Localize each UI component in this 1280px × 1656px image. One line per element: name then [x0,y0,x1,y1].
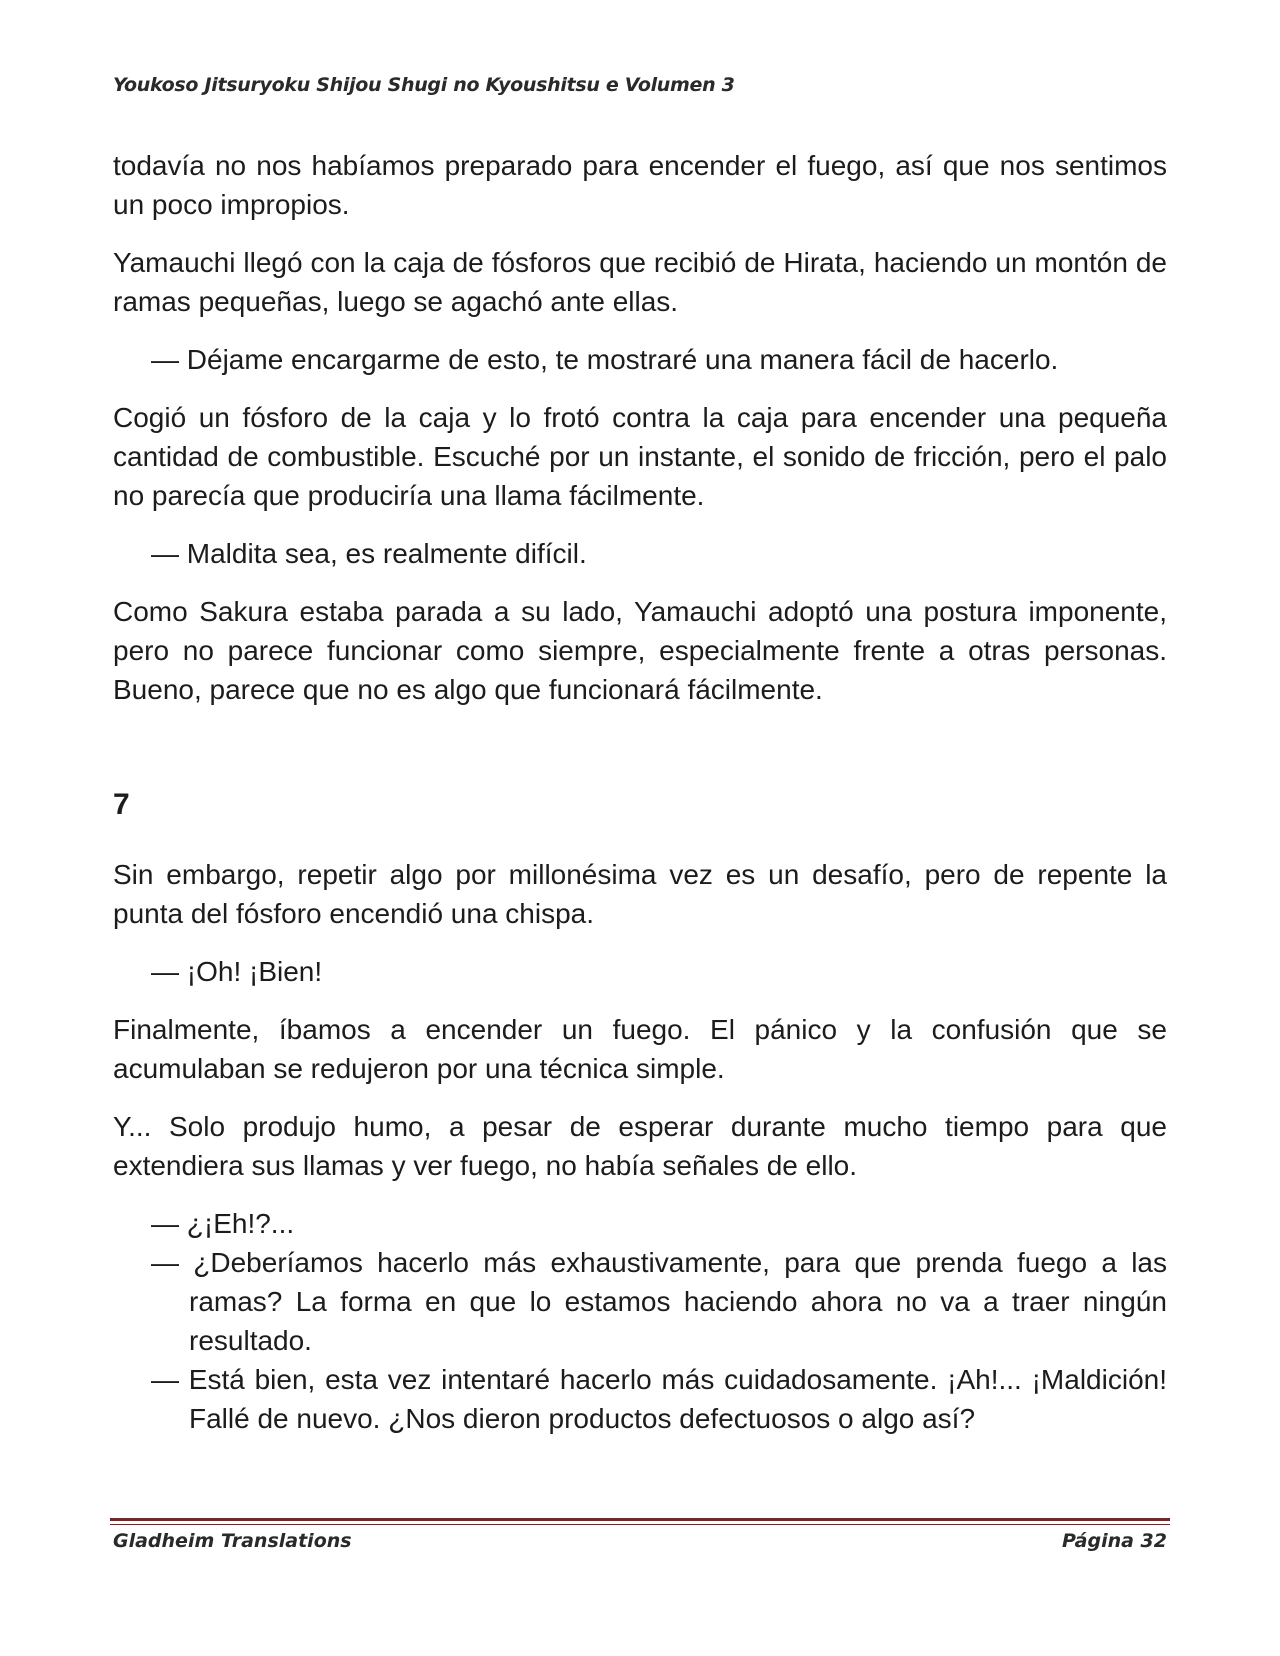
paragraph: Yamauchi llegó con la caja de fósforos que recibió de Hirata, haciendo un montón de ramas pequeñas, luego se agachó ante ellas. [113,247,1167,317]
dialogue-line: — ¿Deberíamos hacerlo más exhaustivamente, para que prenda fuego a las ramas? La forma en que lo estamos haciendo ahora no va a traer ningún resultado. [151,1247,1167,1356]
dialogue-line: — Déjame encargarme de esto, te mostraré una manera fácil de hacerlo. [151,344,1059,375]
dialogue-line: — Está bien, esta vez intentaré hacerlo más cuidadosamente. ¡Ah!... ¡Maldición! Fallé de nuevo. ¿Nos dieron productos defectuosos o algo así? [151,1364,1167,1434]
dialogue-line: — ¿¡Eh!?... [151,1208,295,1239]
paragraph: Como Sakura estaba parada a su lado, Yamauchi adoptó una postura imponente, pero no parece funcionar como siempre, especialmente frente a otras personas. Bueno, parece que no es algo que funcionará fácilmente. [113,596,1167,705]
dialogue-line: — ¡Oh! ¡Bien! [151,956,323,987]
paragraph: todavía no nos habíamos preparado para encender el fuego, así que nos sentimos un poco impropios. [113,150,1167,220]
footer-divider-thin [110,1524,1170,1525]
dialogue-line: — Maldita sea, es realmente difícil. [151,538,587,569]
page-body [113,146,1167,1457]
section-number: 7 [113,788,130,821]
paragraph: Sin embargo, repetir algo por millonésima vez es un desafío, pero de repente la punta del fósforo encendió una chispa. [113,859,1167,929]
footer-divider [110,1518,1170,1521]
page-header-title: Youkoso Jitsuryoku Shijou Shugi no Kyoushitsu e Volumen 3 [113,74,735,96]
paragraph: Finalmente, íbamos a encender un fuego. El pánico y la confusión que se acumulaban se redujeron por una técnica simple. [113,1014,1167,1084]
footer-page-number: Página 32 [1061,1530,1167,1552]
paragraph: Y... Solo produjo humo, a pesar de esperar durante mucho tiempo para que extendiera sus llamas y ver fuego, no había señales de ello. [113,1111,1167,1181]
footer-translator-credit: Gladheim Translations [113,1530,352,1552]
paragraph: Cogió un fósforo de la caja y lo frotó contra la caja para encender una pequeña cantidad de combustible. Escuché por un instante, el sonido de fricción, pero el palo no parecía que produciría una llama fácilmente. [113,402,1167,511]
